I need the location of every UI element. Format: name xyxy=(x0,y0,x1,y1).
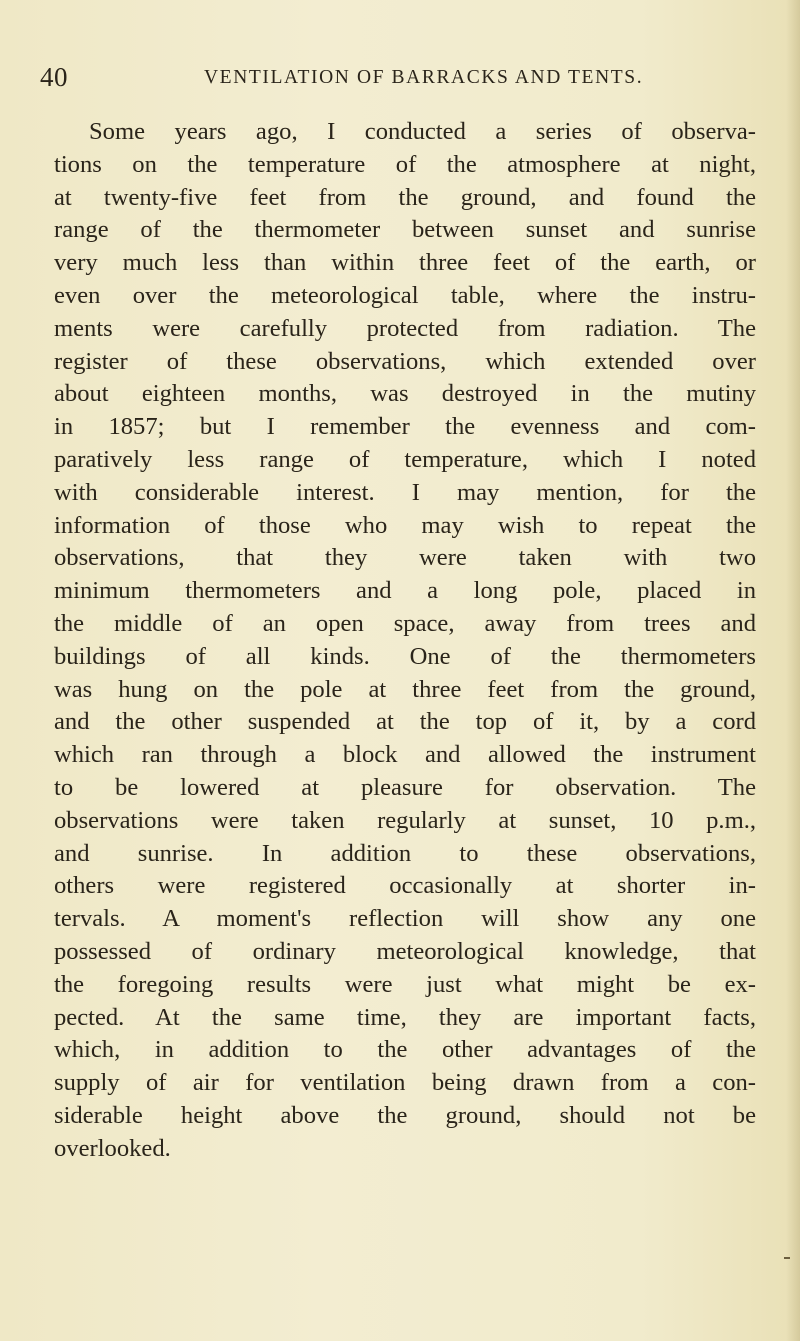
running-head: VENTILATION OF BARRACKS AND TENTS. xyxy=(204,67,644,88)
text-line: tions on the temperature of the atmosphere at night, xyxy=(54,150,756,178)
text-line: and sunrise. In addition to these observations, xyxy=(54,839,756,867)
text-line: tervals. A moment's reflection will show any one xyxy=(54,905,756,933)
margin-mark xyxy=(784,1257,790,1259)
text-line: range of the thermometer between sunset and sunrise xyxy=(54,216,756,244)
text-line: information of those who may wish to repeat the xyxy=(54,511,756,539)
page-edge-shadow xyxy=(786,0,800,1341)
body-paragraph xyxy=(54,116,756,1166)
text-line: observations, that they were taken with two xyxy=(54,544,756,572)
text-line: in 1857; but I remember the evenness and com- xyxy=(54,413,756,441)
text-line: observations were taken regularly at sunset, 10 p.m., xyxy=(54,806,756,834)
text-line: buildings of all kinds. One of the thermometers xyxy=(54,642,756,670)
text-line: which, in addition to the other advantages of the xyxy=(54,1036,756,1064)
text-line: Some years ago, I conducted a series of observa- xyxy=(89,118,756,145)
text-line: with considerable interest. I may mention, for the xyxy=(54,478,756,506)
page-number: 40 xyxy=(40,62,68,92)
text-line: minimum thermometers and a long pole, placed in xyxy=(54,577,756,605)
text-line: overlooked. xyxy=(54,1134,171,1162)
text-line: about eighteen months, was destroyed in the mutiny xyxy=(54,380,756,408)
page-header xyxy=(40,60,760,94)
text-line: others were registered occasionally at shorter in- xyxy=(54,872,756,900)
text-line: register of these observations, which extended over xyxy=(54,347,756,375)
text-line: at twenty-five feet from the ground, and found the xyxy=(54,183,756,211)
text-line: the foregoing results were just what might be ex- xyxy=(54,970,756,998)
text-line: to be lowered at pleasure for observation. The xyxy=(54,773,756,801)
text-line: ments were carefully protected from radiation. The xyxy=(54,314,756,342)
text-line: even over the meteorological table, where the instru- xyxy=(54,281,756,309)
text-line: and the other suspended at the top of it, by a cord xyxy=(54,708,756,736)
text-line: pected. At the same time, they are important facts, xyxy=(54,1003,756,1031)
text-line: which ran through a block and allowed the instrument xyxy=(54,741,756,769)
text-line: supply of air for ventilation being drawn from a con- xyxy=(54,1069,756,1097)
text-line: the middle of an open space, away from trees and xyxy=(54,609,756,637)
text-line: paratively less range of temperature, which I noted xyxy=(54,445,756,473)
text-line: was hung on the pole at three feet from the ground, xyxy=(54,675,756,703)
text-line: siderable height above the ground, should not be xyxy=(54,1101,756,1129)
text-line: very much less than within three feet of the earth, or xyxy=(54,249,756,277)
text-line: possessed of ordinary meteorological knowledge, that xyxy=(54,937,756,965)
